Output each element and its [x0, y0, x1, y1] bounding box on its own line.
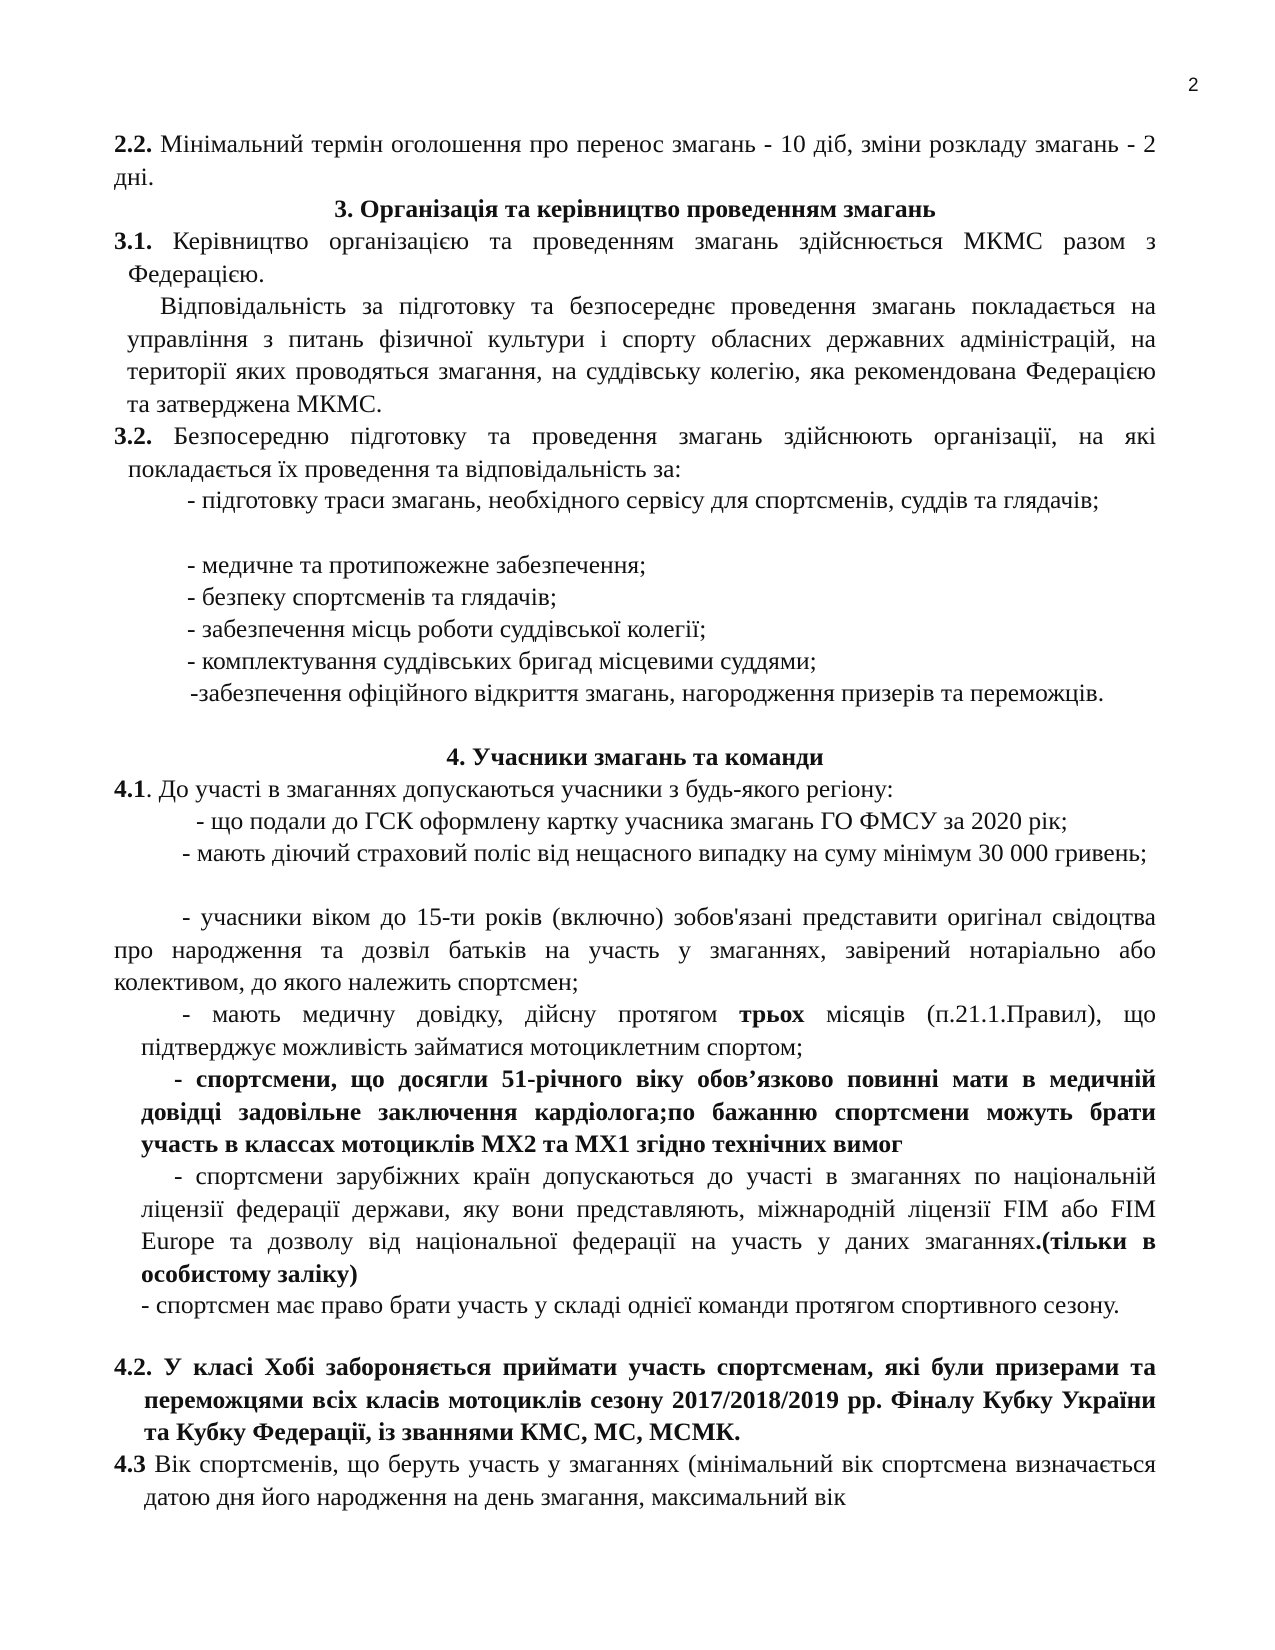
- list-item: - мають діючий страховий поліс від нещасного випадку на суму мінімум 30 000 гривень;: [182, 838, 1148, 867]
- paragraph-3-1: [114, 225, 1156, 290]
- paragraph-4-3: [114, 1448, 1156, 1513]
- list-item-text: - мають медичну довідку, дійсну протягом: [182, 999, 740, 1028]
- list-item-text: місяців (п.21.1.Правил), що підтверджує можливість займатися мотоциклетним спортом;: [141, 999, 1156, 1061]
- list-item: - комплектування суддівських бригад місцевими суддями;: [187, 646, 817, 675]
- clause-number: 3.1.: [114, 226, 153, 255]
- list-item-age-51: - спортсмени, що досягли 51-річного віку обов’язково повинні мати в медичній довідці задовільне заключення кардіолога;по бажанню спортсмени можуть брати участь в классах мотоциклів МХ2 та МХ1 згідно технічних вимог: [141, 1064, 1156, 1158]
- list-item: - медичне та протипожежне забезпечення;: [187, 550, 647, 579]
- list-item-foreign-athletes: [141, 1160, 1156, 1290]
- list-item-medical-certificate: [141, 998, 1156, 1063]
- clause-text: Вік спортсменів, що беруть участь у змаганнях (мінімальний вік спортсмена визначається датою дня його народження на день змагання, максимальний вік: [144, 1449, 1156, 1511]
- list-item: - підготовку траси змагань, необхідного сервісу для спортсменів, суддів та глядачів;: [187, 485, 1100, 514]
- clause-number: 2.2.: [114, 129, 153, 158]
- clause-text: . До участі в змаганнях допускаються учасники з будь-якого регіону:: [145, 774, 894, 803]
- clause-number: 4.1: [114, 774, 146, 803]
- page-number: 2: [1188, 75, 1199, 96]
- emphasis-personal-standings: .(тільки в особистому заліку): [141, 1226, 1156, 1288]
- clause-number: 3.2.: [114, 421, 153, 450]
- list-item: - учасники віком до 15-ти років (включно) зобов'язані представити оригінал свідоцтва про народження та дозвіл батьків на участь у змаганнях, завірений нотаріально або колективом, до якого належить спортсмен;: [114, 902, 1156, 996]
- clause-text: Мінімальний термін оголошення про перенос змагань - 10 діб, зміни розкладу змагань - 2 дні.: [114, 129, 1156, 191]
- list-item: -забезпечення офіційного відкриття змагань, нагородження призерів та переможців.: [190, 678, 1105, 707]
- paragraph-4-1: [114, 773, 1156, 806]
- paragraph-3-1-responsibility: Відповідальність за підготовку та безпосереднє проведення змагань покладається на управління з питань фізичної культури і спорту обласних державних адміністрацій, на території яких проводяться змагання, на суддівську колегію, яка рекомендована Федерацією та затверджена МКМС.: [127, 291, 1156, 418]
- clause-text: Керівництво організацією та проведенням змагань здійснюється МКМС разом з Федерацією.: [128, 226, 1156, 288]
- list-item: - безпеку спортсменів та глядачів;: [187, 582, 557, 611]
- clause-text: Безпосередню підготовку та проведення змагань здійснюють організації, на які покладається їх проведення та відповідальність за:: [128, 421, 1156, 483]
- clause-number: 4.3: [114, 1449, 146, 1478]
- section-heading-3: 3. Організація та керівництво проведенням змагань: [334, 194, 936, 223]
- list-item: - забезпечення місць роботи суддівської колегії;: [187, 614, 707, 643]
- section-heading-4: 4. Учасники змагань та команди: [446, 742, 824, 771]
- emphasis-three: трьох: [739, 999, 805, 1028]
- paragraph-4-2: [114, 1351, 1156, 1449]
- clause-number: 4.2.: [114, 1352, 153, 1381]
- list-item: - що подали до ГСК оформлену картку учасника змагань ГО ФМСУ за 2020 рік;: [196, 806, 1068, 835]
- paragraph-3-2: [114, 420, 1156, 485]
- clause-text: У класі Хобі забороняється приймати участь спортсменам, які були призерами та переможцями всіх класів мотоциклів сезону 2017/2018/2019 рр. Фіналу Кубку України та Кубку Федерації, із званнями КМС, МС, МСМК.: [144, 1352, 1156, 1446]
- paragraph-2-2: [114, 128, 1156, 193]
- list-item-text: - спортсмени зарубіжних країн допускаються до участі в змаганнях по національній ліцензії федерації держави, яку вони представляють, міжнародній ліцензії FIM або FIM Europe та дозволу від національної федерації на участь у даних змаганнях: [141, 1161, 1156, 1255]
- list-item-one-team: - спортсмен має право брати участь у складі однієї команди протягом спортивного сезону.: [141, 1290, 1120, 1319]
